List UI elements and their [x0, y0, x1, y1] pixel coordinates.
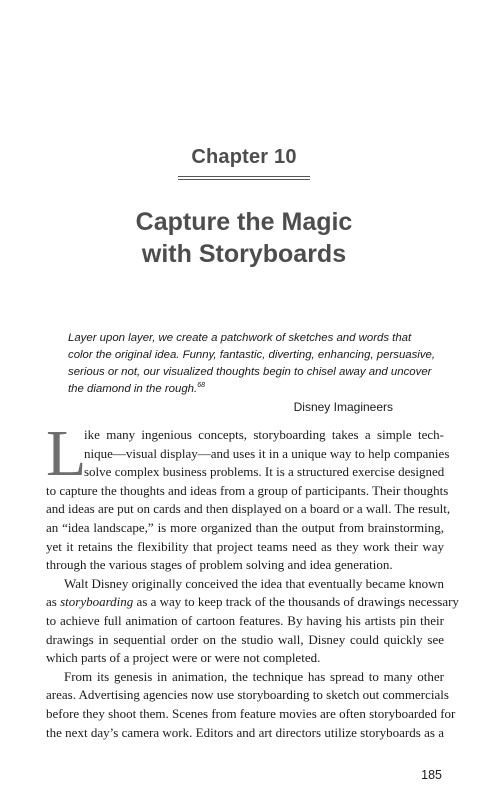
- epigraph-line: [68, 381, 424, 398]
- body-text: [46, 417, 459, 742]
- body-line: From its genesis in animation, the technique has spread to many other: [64, 668, 444, 684]
- chapter-title-line: with Storyboards: [141, 240, 347, 268]
- body-line: before they shoot them. Scenes from feature movies are often storyboarded for: [46, 705, 456, 721]
- body-line: to achieve full animation of cartoon features. By having his artists pin their: [46, 612, 444, 628]
- chapter-title: [0, 206, 488, 270]
- chapter-title-line: Capture the Magic: [135, 208, 353, 236]
- drop-cap: L: [46, 417, 87, 490]
- body-line: which parts of a project were or were not completed.: [46, 650, 321, 666]
- italic-term: storyboarding: [60, 594, 134, 610]
- epigraph-line: color the original idea. Funny, fantastic, diverting, enhancing, persuasive,: [68, 349, 436, 361]
- chapter-rule: [178, 176, 310, 180]
- body-line: yet it retains the flexibility that project teams need as they work their way: [46, 538, 444, 554]
- body-line: Walt Disney originally conceived the idea that eventually became known: [64, 575, 444, 591]
- footnote-marker: 68: [197, 382, 205, 390]
- body-line-start: as: [46, 594, 61, 610]
- epigraph: [68, 330, 436, 398]
- body-line: nique—visual display—and uses it in a unique way to help companies: [84, 445, 450, 461]
- body-line: drawings in sequential order on the studio wall, Disney could quickly see: [46, 631, 444, 647]
- epigraph-attribution: Disney Imagineers: [293, 400, 393, 414]
- chapter-label: Chapter 10: [191, 146, 297, 168]
- body-line: solve complex business problems. It is a structured exercise designed: [84, 464, 445, 480]
- body-line: to capture the thoughts and ideas from a group of participants. Their thoughts: [46, 482, 449, 498]
- body-line: [46, 593, 459, 612]
- body-line: areas. Advertising agencies now use storyboarding to sketch out commercials: [46, 687, 449, 703]
- epigraph-line-text: the diamond in the rough.: [68, 383, 198, 395]
- body-line: the next day’s camera work. Editors and art directors utilize storyboards as a: [46, 724, 444, 740]
- body-line: and ideas are put on cards and then displayed on a board or a wall. The result,: [46, 501, 451, 517]
- body-line: ike many ingenious concepts, storyboarding takes a simple tech-: [84, 427, 444, 442]
- epigraph-line: Layer upon layer, we create a patchwork of sketches and words that: [68, 332, 412, 344]
- body-line: through the various stages of problem solving and idea generation.: [46, 557, 393, 573]
- body-line: an “idea landscape,” is more organized than the output from brainstorming,: [46, 519, 444, 535]
- page-number: 185: [421, 768, 442, 782]
- body-line-rest: as a way to keep track of the thousands of drawings necessary: [133, 594, 459, 610]
- epigraph-line: serious or not, our visualized thoughts begin to chisel away and uncover: [68, 366, 432, 378]
